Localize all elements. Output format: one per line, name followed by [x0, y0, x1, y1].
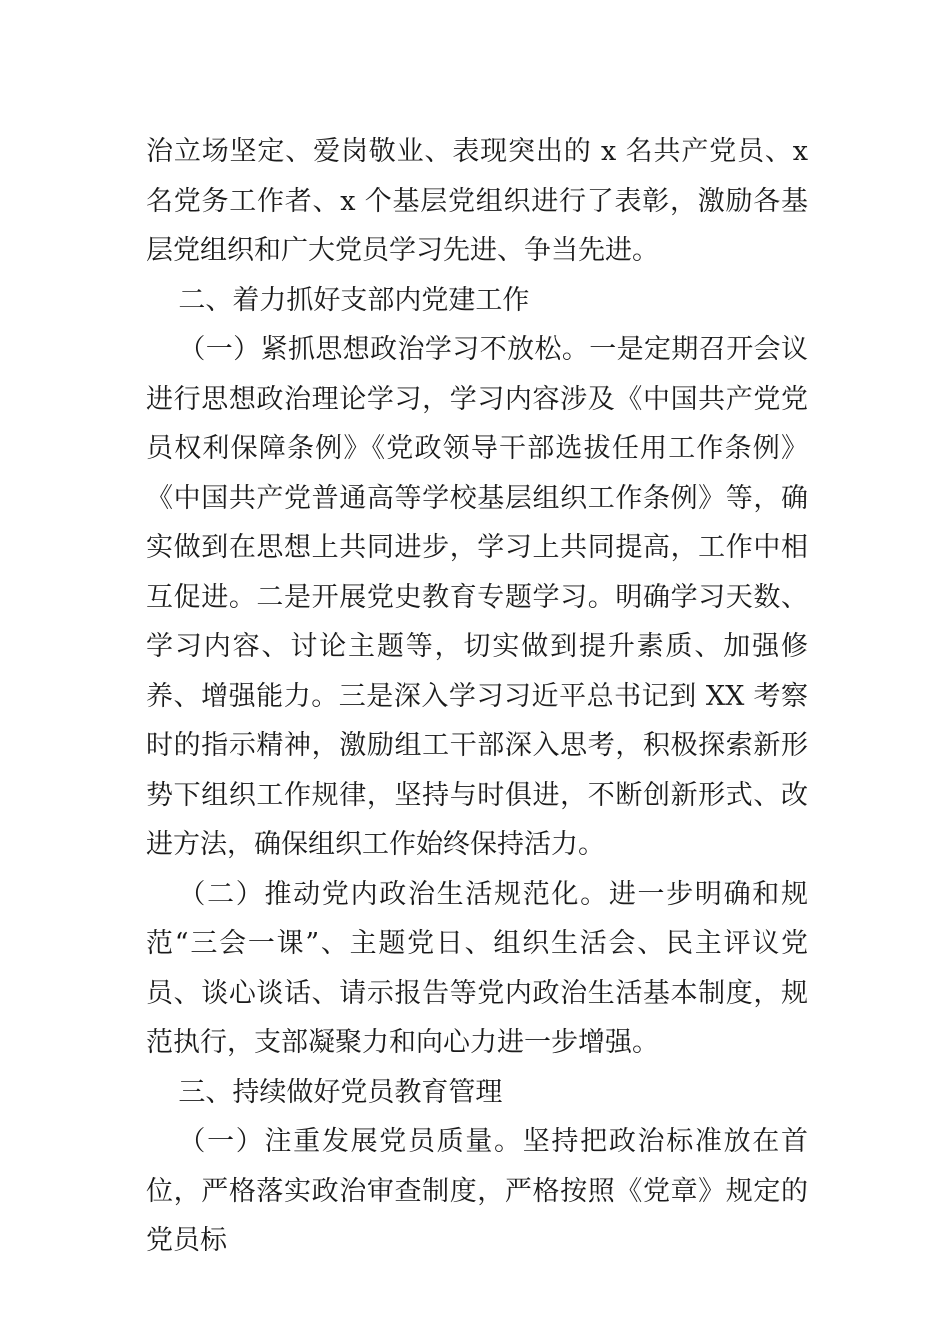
document-body [146, 127, 808, 1266]
paragraph-commendation: 治立场坚定、爱岗敬业、表现突出的 x 名共产党员、x 名党务工作者、x 个基层党组织进行了表彰，激励各基层党组织和广大党员学习先进、争当先进。 [146, 136, 808, 266]
section-heading-3: 三、持续做好党员教育管理 [178, 1076, 503, 1108]
paragraph-political-study: （一）紧抓思想政治学习不放松。一是定期召开会议进行思想政治理论学习，学习内容涉及《中国共产党党员权利保障条例》《党政领导干部选拔任用工作条例》《中国共产党普通高等学校基层组织工作条例》等，确实做到在思想上共同进步，学习上共同提高，工作中相互促进。二是开展党史教育专题学习。明确学习天数、学习内容、讨论主题等，切实做到提升素质、加强修养、增强能力。三是深入学习习近平总书记到 XX 考察时的指示精神，激励组工干部深入思考，积极探索新形势下组织工作规律，坚持与时俱进，不断创新形式、改进方法，确保组织工作始终保持活力。 [146, 334, 808, 860]
section-heading-2: 二、着力抓好支部内党建工作 [178, 284, 530, 316]
paragraph-member-quality: （一）注重发展党员质量。坚持把政治标准放在首位，严格落实政治审查制度，严格按照《党章》规定的党员标 [146, 1126, 808, 1256]
paragraph-party-life: （二）推动党内政治生活规范化。进一步明确和规范“三会一课”、主题党日、组织生活会、民主评议党员、谈心谈话、请示报告等党内政治生活基本制度，规范执行，支部凝聚力和向心力进一步增强。 [146, 878, 808, 1058]
